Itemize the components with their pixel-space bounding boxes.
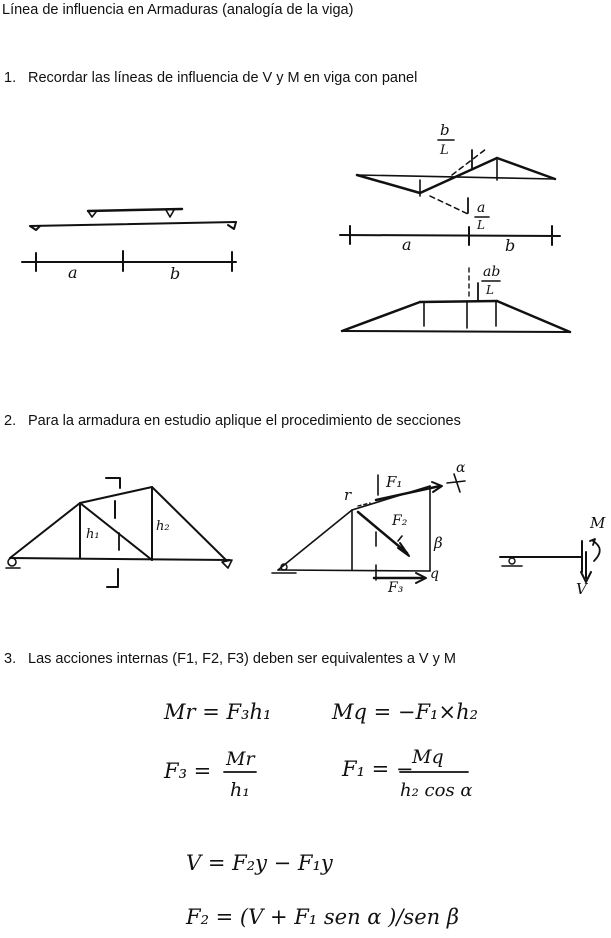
equation-V: V = F₂y − F₁y bbox=[186, 851, 333, 875]
document-title: Línea de influencia en Armaduras (analogía de la viga) bbox=[2, 2, 354, 18]
item-number: 1. bbox=[4, 70, 17, 86]
label-q: q bbox=[430, 566, 439, 582]
label-V: V bbox=[576, 580, 587, 598]
beam-with-panel-sketch bbox=[22, 209, 236, 283]
label-beta: β bbox=[434, 534, 443, 552]
item-text: Recordar las líneas de influencia de V y M en viga con panel bbox=[28, 70, 418, 86]
label-h1: h₁ bbox=[86, 527, 100, 542]
item-number: 2. bbox=[4, 413, 17, 429]
item-text: Para la armadura en estudio aplique el procedimiento de secciones bbox=[28, 413, 461, 429]
label-b: b bbox=[170, 264, 181, 283]
moment-influence-line-sketch bbox=[342, 264, 570, 332]
equation-F1-den: h₂ cos α bbox=[400, 780, 473, 801]
moment-num: ab bbox=[483, 264, 501, 280]
equation-Mr: Mr = F₃h₁ bbox=[164, 700, 272, 724]
label-M: M bbox=[590, 514, 606, 532]
equation-F1-num: Mq bbox=[412, 746, 444, 768]
label-a-right: a bbox=[402, 235, 412, 254]
shear-top-num: b bbox=[440, 121, 450, 139]
section-free-body-sketch bbox=[272, 460, 466, 596]
label-a: a bbox=[68, 263, 78, 282]
label-F3: F₃ bbox=[388, 580, 404, 596]
equation-F3-lhs: F₃ = bbox=[164, 759, 212, 783]
shear-bot-den: L bbox=[477, 218, 485, 232]
label-F1: F₁ bbox=[386, 473, 403, 491]
item-text: Las acciones internas (F1, F2, F3) deben ser equivalentes a V y M bbox=[28, 651, 456, 667]
shear-bot-num: a bbox=[477, 200, 486, 216]
equation-F3-num: Mr bbox=[226, 748, 255, 770]
equations-block bbox=[163, 700, 478, 929]
equation-F2: F₂ = (V + F₁ sen α )/sen β bbox=[186, 905, 459, 929]
shear-influence-line-sketch bbox=[340, 121, 560, 255]
label-h2: h₂ bbox=[156, 519, 170, 534]
label-b-right: b bbox=[505, 236, 516, 255]
label-alpha: α bbox=[456, 460, 466, 476]
equation-F3-den: h₁ bbox=[230, 779, 250, 801]
shear-top-den: L bbox=[440, 143, 449, 158]
label-F2: F₂ bbox=[392, 513, 408, 529]
moment-den: L bbox=[486, 283, 494, 297]
equation-Mq: Mq = −F₁×h₂ bbox=[332, 700, 479, 724]
equation-F1-lhs: F₁ = − bbox=[342, 757, 414, 781]
beam-section-sketch bbox=[500, 514, 606, 598]
label-r: r bbox=[344, 486, 352, 504]
item-number: 3. bbox=[4, 651, 17, 667]
truss-sketch bbox=[6, 478, 232, 587]
